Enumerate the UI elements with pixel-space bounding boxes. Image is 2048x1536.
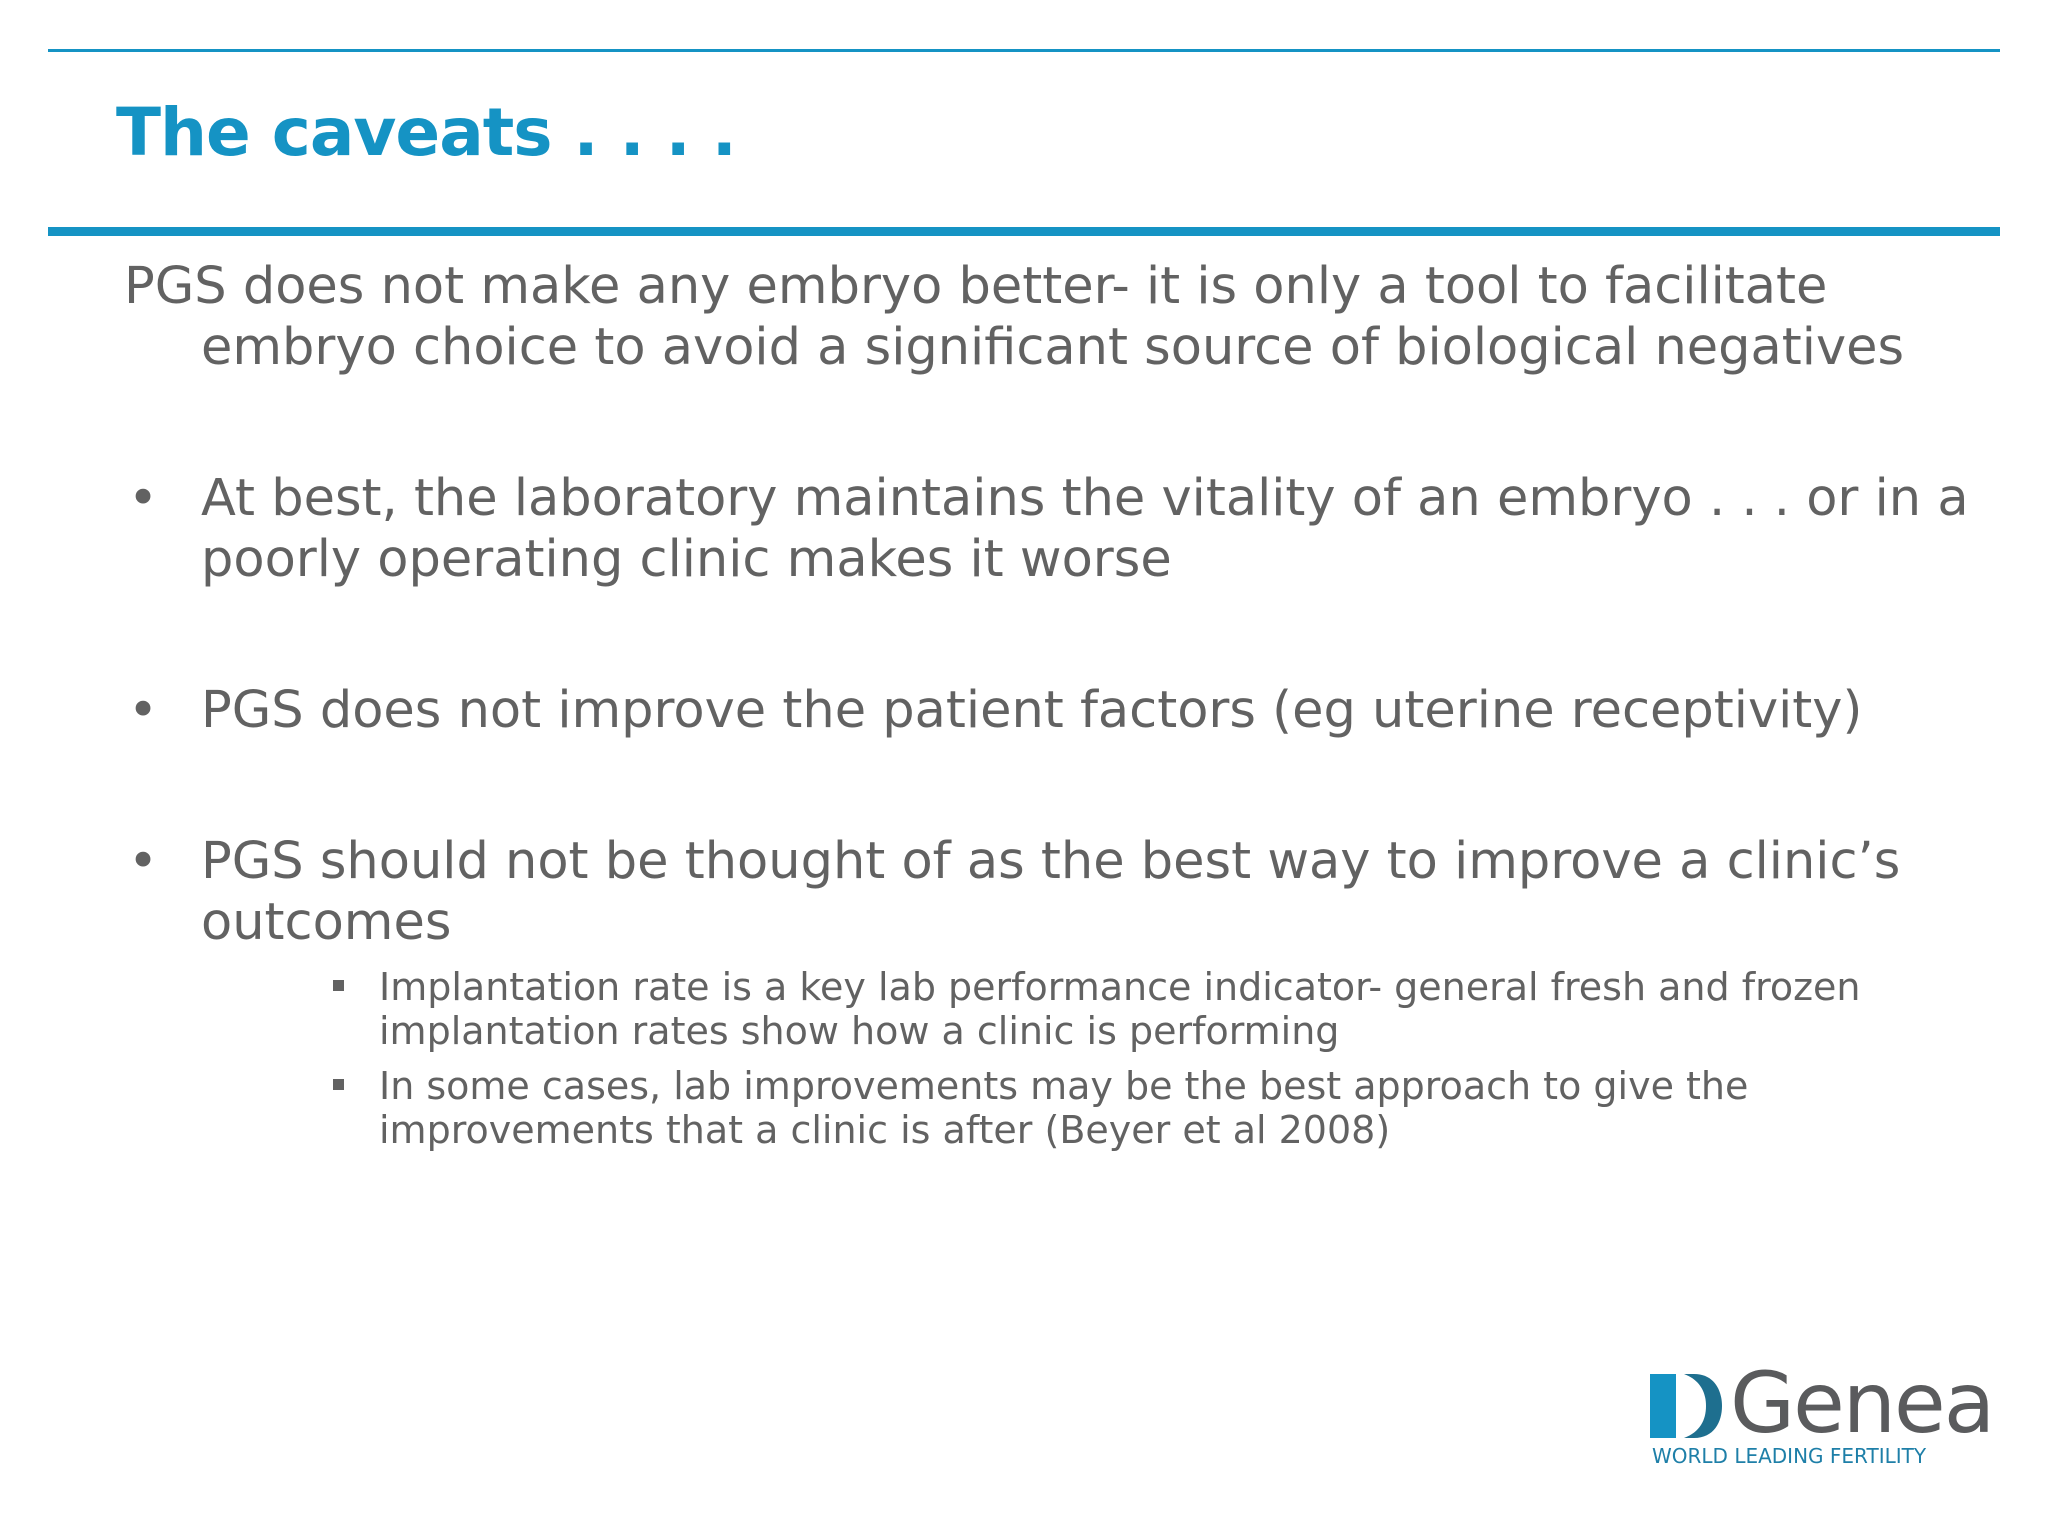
title-underline [48,227,2000,236]
bullet-list [124,468,1984,953]
bullet-text: At best, the laboratory maintains the vitality of an embryo . . . or in a poorly operating clinic makes it worse [201,469,1969,589]
genea-logo-mark-icon [1650,1374,1724,1440]
slide-body [124,256,1984,1163]
bullet-text: PGS does not improve the patient factors (eg uterine receptivity) [201,681,1863,740]
slide-title: The caveats . . . . [116,94,736,171]
sub-bullet-text: In some cases, lab improvements may be the best approach to give the improvements that a clinic is after (Beyer et al 2008) [379,1064,1749,1152]
bullet-item [124,831,1984,953]
bullet-dot-icon: • [128,469,159,528]
square-bullet-icon [333,980,344,991]
sub-bullet-item [124,1064,1984,1152]
top-rule [48,49,2000,52]
sub-bullet-list [124,965,1984,1152]
genea-logo [1650,1354,1994,1470]
bullet-item [124,468,1984,590]
bullet-dot-icon: • [128,681,159,740]
bullet-dot-icon: • [128,832,159,891]
sub-bullet-text: Implantation rate is a key lab performance indicator- general fresh and frozen implantation rates show how a clinic is performing [379,965,1861,1053]
sub-bullet-item [124,965,1984,1053]
intro-paragraph: PGS does not make any embryo better- it is only a tool to facilitate embryo choice to avoid a significant source of biological negatives [124,257,1905,377]
bullet-text: PGS should not be thought of as the best way to improve a clinic’s outcomes [201,832,1901,952]
bullet-item [124,680,1984,741]
square-bullet-icon [333,1079,344,1090]
logo-wordmark: Genea [1730,1354,1994,1452]
logo-tagline: WORLD LEADING FERTILITY [1652,1444,1927,1468]
